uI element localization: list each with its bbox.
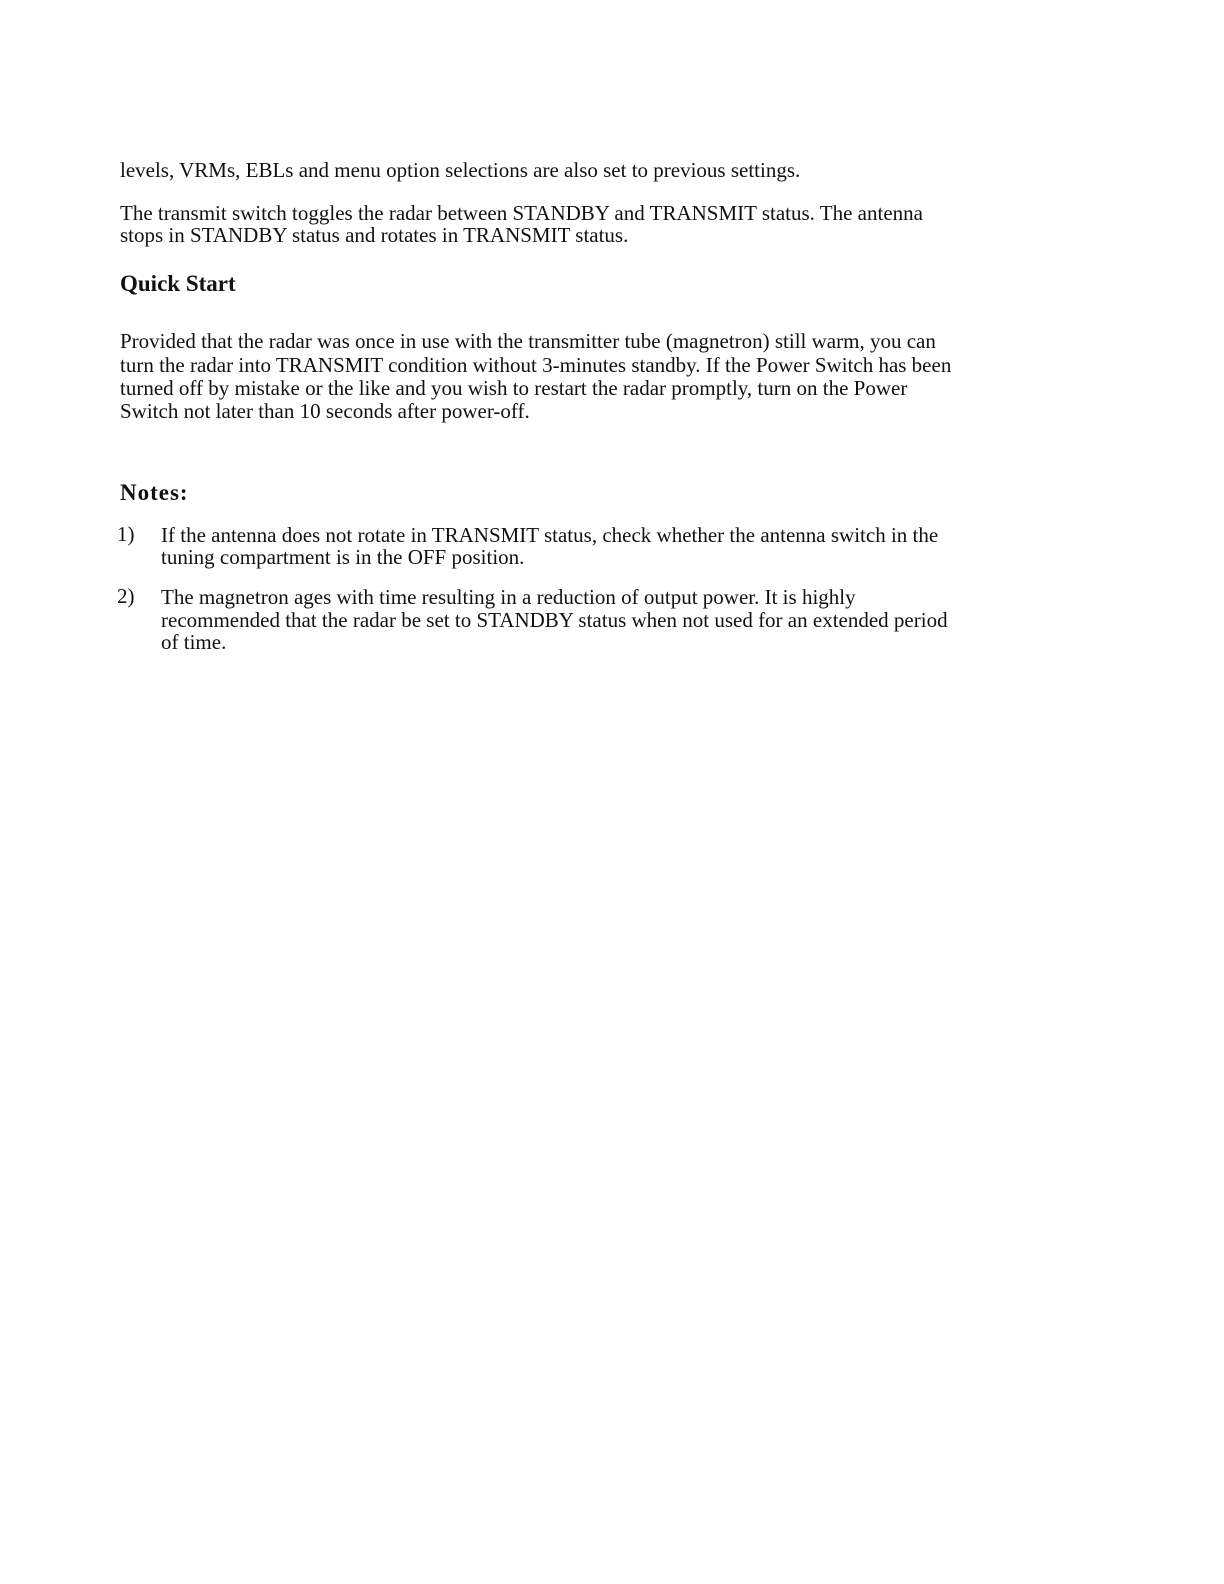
paragraph-line: Provided that the radar was once in use with the transmitter tube (magnetron) still warm, you can bbox=[120, 329, 936, 353]
note-line: The magnetron ages with time resulting in a reduction of output power. It is highly bbox=[161, 585, 856, 609]
note-line: tuning compartment is in the OFF position. bbox=[161, 545, 525, 569]
note-number: 2) bbox=[117, 584, 135, 608]
paragraph-line: Switch not later than 10 seconds after power-off. bbox=[120, 399, 530, 423]
paragraph-line: turn the radar into TRANSMIT condition without 3-minutes standby. If the Power Switch has been bbox=[120, 353, 952, 377]
paragraph-line: The transmit switch toggles the radar between STANDBY and TRANSMIT status. The antenna bbox=[120, 201, 923, 225]
note-line: If the antenna does not rotate in TRANSMIT status, check whether the antenna switch in the bbox=[161, 523, 939, 547]
note-line: of time. bbox=[161, 630, 227, 654]
quick-start-heading: Quick Start bbox=[120, 271, 236, 296]
note-number: 1) bbox=[117, 522, 135, 546]
note-line: recommended that the radar be set to STANDBY status when not used for an extended period bbox=[161, 608, 948, 632]
continuation-text: levels, VRMs, EBLs and menu option selections are also set to previous settings. bbox=[120, 158, 801, 182]
paragraph-line: stops in STANDBY status and rotates in TRANSMIT status. bbox=[120, 223, 629, 247]
notes-heading: Notes: bbox=[120, 480, 189, 505]
paragraph-line: turned off by mistake or the like and you wish to restart the radar promptly, turn on the Power bbox=[120, 376, 908, 400]
